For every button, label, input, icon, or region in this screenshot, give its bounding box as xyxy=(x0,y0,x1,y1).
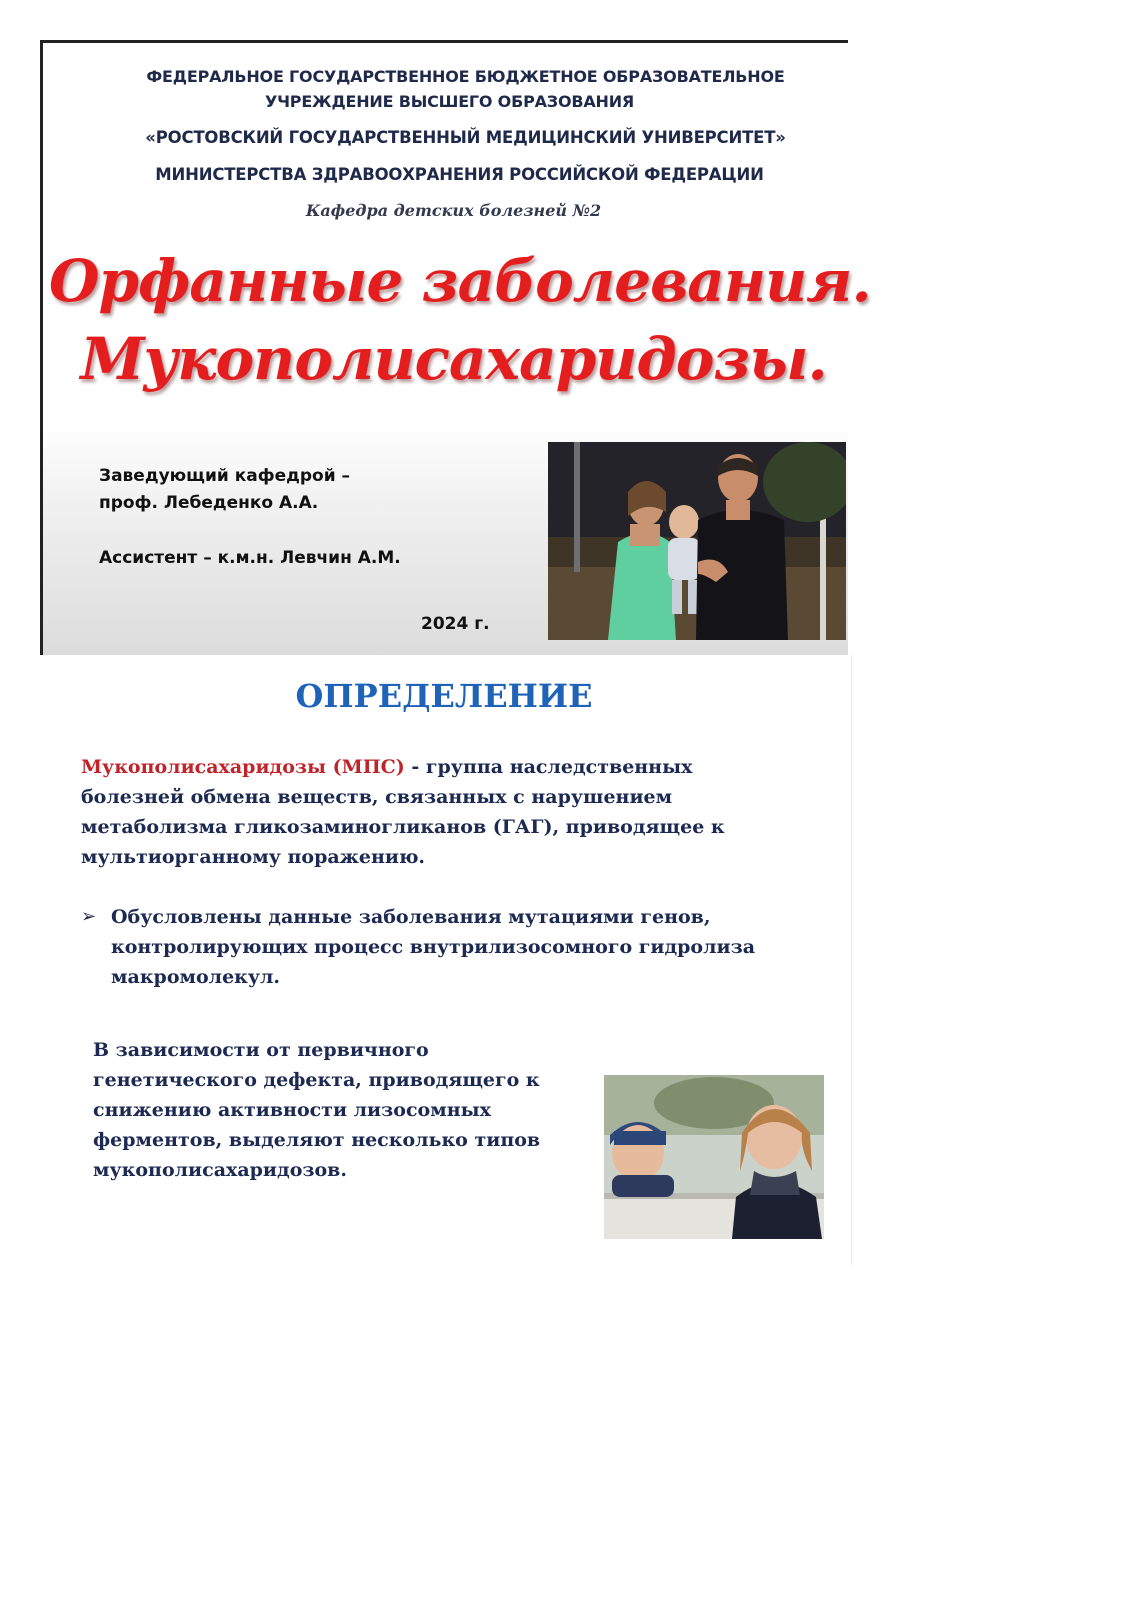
bullet-text: Обусловлены данные заболевания мутациями генов, контролирующих процесс внутрилизосомного гидролиза макромолекул. xyxy=(111,906,756,988)
assistant-name: Ассистент – к.м.н. Левчин А.М. xyxy=(99,548,401,568)
department-head-name: проф. Лебеденко А.А. xyxy=(99,493,319,513)
year-label: 2024 г. xyxy=(421,614,490,634)
institution-line-2: УЧРЕЖДЕНИЕ ВЫСШЕГО ОБРАЗОВАНИЯ xyxy=(264,92,635,111)
definition-paragraph xyxy=(81,752,781,872)
family-photo xyxy=(548,442,846,640)
definition-slide xyxy=(40,655,852,1265)
title-slide xyxy=(40,40,871,655)
slide-title: ОПРЕДЕЛЕНИЕ xyxy=(295,677,593,715)
types-paragraph: В зависимости от первичного генетического дефекта, приводящего к снижению активности лизосомных ферментов, выделяют несколько типов мукополисахаридозов. xyxy=(93,1039,541,1181)
ministry-name: МИНИСТЕРСТВА ЗДРАВООХРАНЕНИЯ РОССИЙСКОЙ ФЕДЕРАЦИИ xyxy=(155,165,764,184)
presentation-title-line-1: Орфанные заболевания. xyxy=(49,247,871,315)
presentation-title-line-2: Мукополисахаридозы. xyxy=(80,325,827,393)
department-name: Кафедра детских болезней №2 xyxy=(305,201,602,220)
department-head-label: Заведующий кафедрой – xyxy=(99,466,351,486)
definition-term: Мукополисахаридозы (МПС) xyxy=(81,756,405,778)
university-name: «РОСТОВСКИЙ ГОСУДАРСТВЕННЫЙ МЕДИЦИНСКИЙ УНИВЕРСИТЕТ» xyxy=(145,128,786,147)
mother-child-photo xyxy=(604,1075,824,1239)
definition-text: - группа наследственных болезней обмена веществ, связанных с нарушением метаболизма гликозаминогликанов (ГАГ), приводящее к мультиорганному поражению. xyxy=(81,756,725,868)
institution-line-1: ФЕДЕРАЛЬНОЕ ГОСУДАРСТВЕННОЕ БЮДЖЕТНОЕ ОБРАЗОВАТЕЛЬНОЕ xyxy=(146,67,785,86)
arrow-bullet-icon: ➢ xyxy=(81,906,97,927)
